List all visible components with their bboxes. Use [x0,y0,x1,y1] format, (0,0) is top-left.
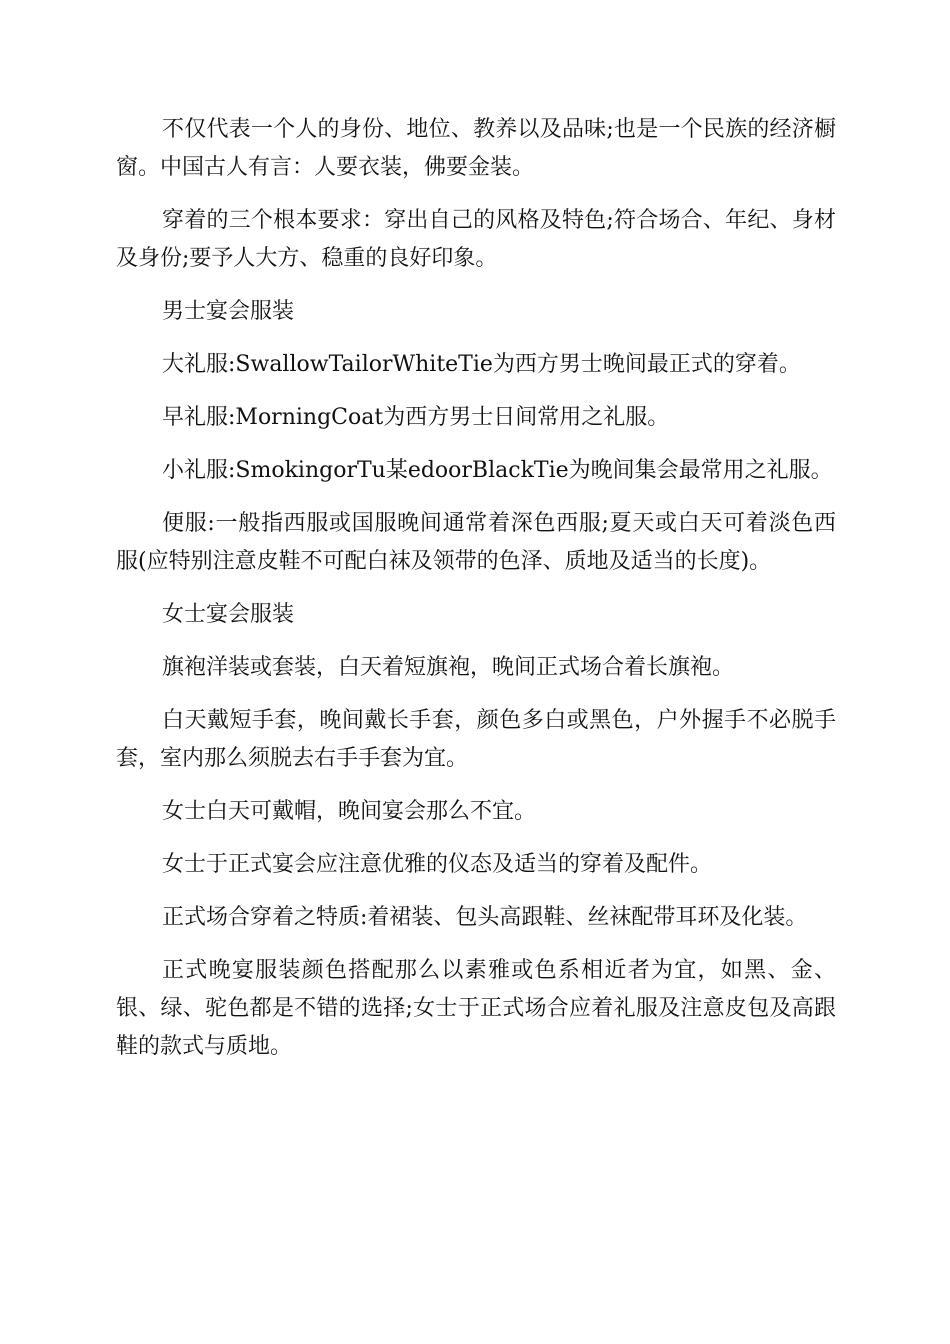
paragraph-smoking-tuxedo: 小礼服:SmokingorTu某edoorBlackTie为晚间集会最常用之礼服。 [162,458,833,483]
paragraph-poise: 女士于正式宴会应注意优雅的仪态及适当的穿着及配件。 [162,852,713,877]
paragraph-casual-suit: 便服:一般指西服或国服晚间通常着深色西服;夏天或白天可着淡色西服(应特别注意皮鞋不可配白袜及领带的色泽、质地及适当的长度)。 [116,511,836,574]
paragraph-etiquette-intro: 不仅代表一个人的身份、地位、教养以及品味;也是一个民族的经济橱窗。中国古人有言：人要衣装，佛要金装。 [116,117,836,180]
document-body [116,111,836,1081]
paragraph-morning-coat: 早礼服:MorningCoat为西方男士日间常用之礼服。 [162,405,670,430]
paragraph-evening-colors: 正式晚宴服装颜色搭配那么以素雅或色系相近者为宜，如黑、金、银、绿、驼色都是不错的选择;女士于正式场合应着礼服及注意皮包及高跟鞋的款式与质地。 [116,958,836,1059]
paragraph-hats: 女士白天可戴帽，晚间宴会那么不宜。 [162,799,537,824]
paragraph-qipao: 旗袍洋装或套装，白天着短旗袍，晚间正式场合着长旗袍。 [162,655,735,680]
paragraph-full-dress: 大礼服:SwallowTailorWhiteTie为西方男士晚间最正式的穿着。 [162,352,801,377]
paragraph-dress-requirements: 穿着的三个根本要求：穿出自己的风格及特色;符合场合、年纪、身材及身份;要予人大方、稳重的良好印象。 [116,208,836,271]
paragraph-gloves: 白天戴短手套，晚间戴长手套，颜色多白或黑色，户外握手不必脱手套，室内那么须脱去右手手套为宜。 [116,708,836,771]
heading-womens-banquet-attire: 女士宴会服装 [162,602,295,627]
heading-mens-banquet-attire: 男士宴会服装 [162,299,295,324]
paragraph-formal-traits: 正式场合穿着之特质:着裙装、包头高跟鞋、丝袜配带耳环及化装。 [162,905,808,930]
